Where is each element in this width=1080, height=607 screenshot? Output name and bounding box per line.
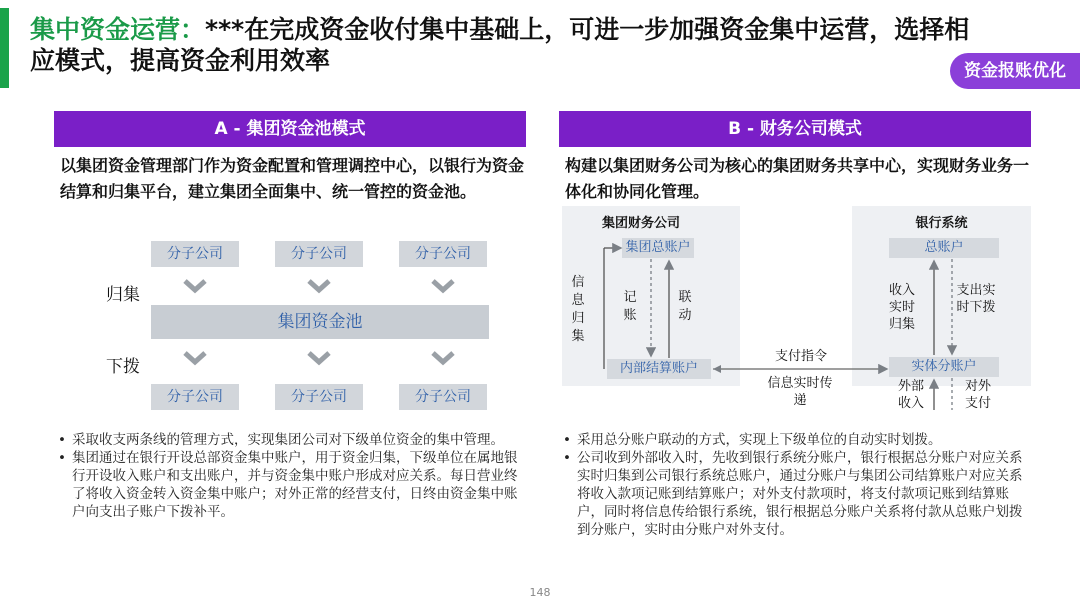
collect-label: 归集 (106, 285, 140, 305)
external-pay-label: 对外支付 (964, 379, 991, 411)
bullet-item: • 采用总分账户联动的方式，实现上下级单位的自动实时划拨。 (561, 431, 1031, 449)
page-number: 148 (529, 586, 551, 599)
title-highlight: 集中资金运营： (30, 15, 206, 44)
bullet-item: • 公司收到外部收入时，先收到银行系统分账户，银行根据总分账户对应关系实时归集到公司银行系统总账户，通过分账户与集团公司结算账户对应关系将收入款项记账到结算账户；对外支付款项时，将支付款项记账到结算账户，同时将信息传给银行系统，银行根据总分账户关系将付款从总账户划拨到分账户，实时由分账户对外支付。 (561, 449, 1031, 539)
finance-company-title: 集团财务公司 (601, 216, 680, 231)
bullet-item: • 采取收支两条线的管理方式，实现集团公司对下级单位资金的集中管理。 (56, 431, 526, 449)
panel-a-header: A - 集团资金池模式 (54, 111, 526, 147)
subsidiary-box-top-2: 分子公司 (275, 241, 363, 267)
income-collect-label: 收入实时归集 (888, 283, 915, 332)
title-text: ***在完成资金收付集中基础上，可进一步加强资金集中运营，选择相应模式，提高资金利用效率 (30, 15, 970, 75)
subsidiary-box-bottom-2: 分子公司 (275, 384, 363, 410)
subsidiary-box-bottom-3: 分子公司 (399, 384, 487, 410)
bank-system-title: 银行系统 (915, 216, 968, 231)
subsidiary-box-top-3: 分子公司 (399, 241, 487, 267)
panel-b-bullets (561, 431, 1031, 539)
bank-master-account: 总账户 (889, 238, 999, 258)
internal-settlement-account: 内部结算账户 (607, 359, 711, 379)
info-collect-label: 信息归集 (571, 275, 585, 344)
panel-b-header: B - 财务公司模式 (559, 111, 1031, 147)
panel-a-description: 以集团资金管理部门作为资金配置和管理调控中心，以银行为资金结算和归集平台，建立集团全面集中、统一管控的资金池。 (60, 156, 525, 201)
pay-allocate-label: 支出实时下拨 (956, 283, 996, 315)
allocate-label: 下拨 (106, 357, 140, 377)
entity-sub-account: 实体分账户 (889, 357, 999, 377)
group-fund-pool: 集团资金池 (151, 305, 489, 339)
instruction-link-tail (713, 365, 721, 373)
record-label: 记账 (623, 290, 637, 323)
panel-b-description: 构建以集团财务公司为核心的集团财务共享中心，实现财务业务一体化和协同化管理。 (565, 156, 1030, 201)
external-income-label: 外部收入 (897, 379, 924, 411)
subsidiary-box-bottom-1: 分子公司 (151, 384, 239, 410)
info-realtime-label: 信息实时传递 (767, 376, 833, 408)
subsidiary-box-top-1: 分子公司 (151, 241, 239, 267)
payment-instruction-label: 支付指令 (774, 349, 827, 364)
linkage-label: 联动 (678, 290, 692, 323)
section-badge: 资金报账优化 (950, 53, 1080, 89)
bullet-item: • 集团通过在银行开设总部资金集中账户，用于资金归集，下级单位在属地银行开设收入账户和支出账户，并与资金集中账户形成对应关系。每日营业终了将收入资金转入资金集中账户；对外正常的经营支付，日终由资金集中账户向支出子账户下拨补平。 (56, 449, 526, 521)
group-master-account: 集团总账户 (622, 238, 694, 258)
